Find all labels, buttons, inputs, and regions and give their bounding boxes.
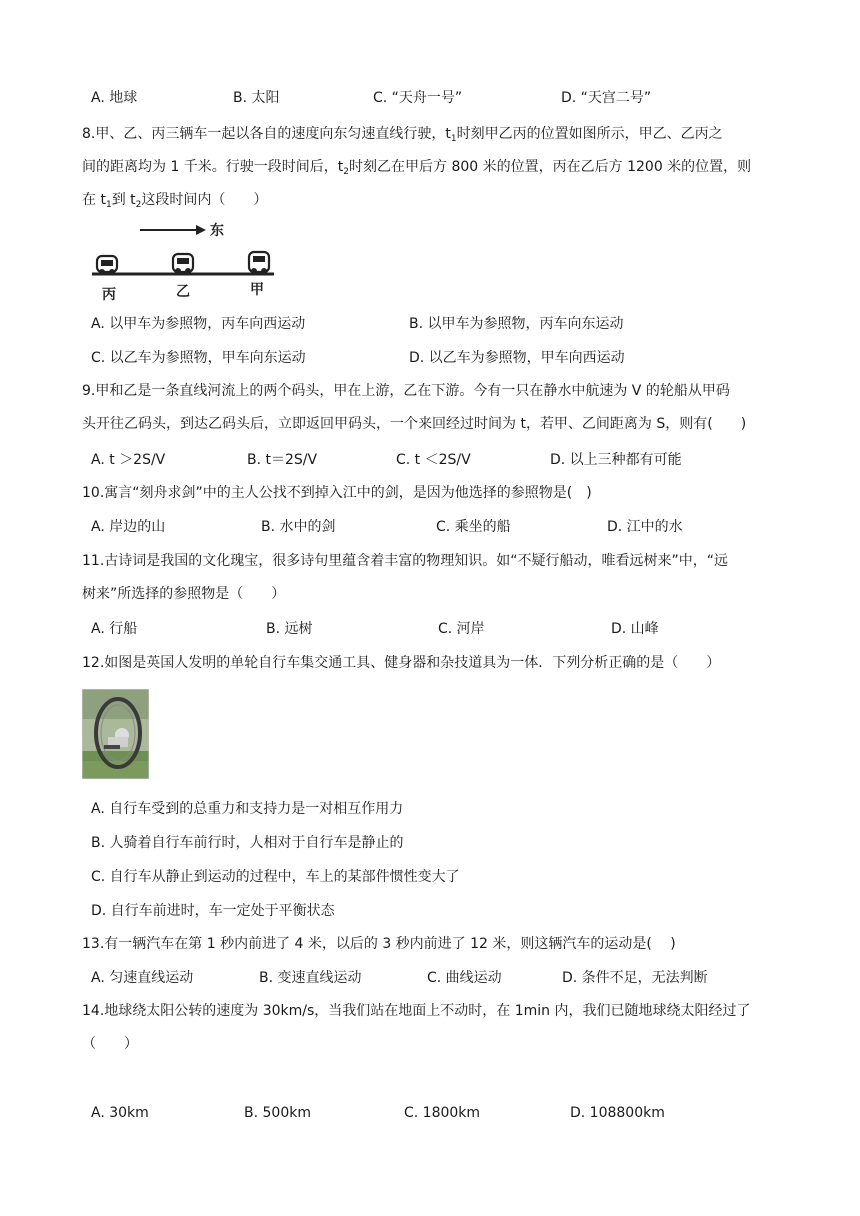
q8-options-row-1: [91, 314, 791, 334]
q8-stem-line-1: 8.甲、乙、丙三辆车一起以各自的速度向东匀速直线行驶，$t_1$时刻甲乙丙的位置如图所示，甲乙、乙丙之: [82, 126, 723, 144]
q14-option-c[interactable]: C. 1800km: [404, 1105, 481, 1121]
q9-option-c[interactable]: C. t ＜2S/V: [396, 452, 471, 468]
car-label-bing: 丙: [102, 287, 116, 303]
q13-options: [91, 968, 791, 988]
q9-stem-line-2: 头开往乙码头，到达乙码头后，立即返回甲码头，一个来回经过时间为 t，若甲、乙间距离为 S，则有( ): [82, 416, 747, 432]
q7-option-b[interactable]: B. 太阳: [233, 90, 280, 106]
q11-option-d[interactable]: D. 山峰: [611, 621, 659, 637]
car-yi: [173, 254, 193, 274]
q12-stem: 12.如图是英国人发明的单轮自行车集交通工具、健身器和杂技道具为一体．下列分析正确的是（ ）: [82, 655, 721, 671]
q14-option-b[interactable]: B. 500km: [244, 1105, 311, 1121]
q8-options-row-2: [91, 348, 791, 368]
q14-options: [91, 1103, 791, 1123]
q12-option-d[interactable]: D. 自行车前进时，车一定处于平衡状态: [91, 903, 335, 919]
q8-option-a[interactable]: A. 以甲车为参照物，丙车向西运动: [91, 316, 306, 332]
car-bing: [97, 256, 117, 275]
q8-option-b[interactable]: B. 以甲车为参照物，丙车向东运动: [409, 316, 624, 332]
q10-option-d[interactable]: D. 江中的水: [607, 519, 683, 535]
q12-option-a-row: [91, 799, 791, 819]
q11-stem-line-1: 11.古诗词是我国的文化瑰宝，很多诗句里蕴含着丰富的物理知识。如“不疑行船动，唯看远树来”中，“远: [82, 553, 729, 569]
q8-option-d[interactable]: D. 以乙车为参照物，甲车向西运动: [409, 350, 625, 366]
q12-option-a[interactable]: A. 自行车受到的总重力和支持力是一对相互作用力: [91, 801, 404, 817]
q12-option-b-row: [91, 833, 791, 853]
q7-option-c[interactable]: C. “天舟一号”: [373, 90, 463, 106]
q13-stem: 13.有一辆汽车在第 1 秒内前进了 4 米，以后的 3 秒内前进了 12 米，则这辆汽车的运动是( ): [82, 936, 676, 952]
q8-stem-line-3: 在 $t_1$到 $t_2$这段时间内（ ）: [82, 192, 268, 210]
car-label-yi: 乙: [176, 284, 190, 300]
car-jia: [249, 252, 269, 274]
q10-options: [91, 517, 791, 537]
q12-option-d-row: [91, 901, 791, 921]
q8-car-diagram: [92, 216, 282, 304]
q10-option-a[interactable]: A. 岸边的山: [91, 519, 166, 535]
q12-option-c-row: [91, 867, 791, 887]
q10-option-b[interactable]: B. 水中的剑: [261, 519, 336, 535]
q12-option-b[interactable]: B. 人骑着自行车前行时，人相对于自行车是静止的: [91, 835, 404, 851]
q7-option-d[interactable]: D. “天宫二号”: [561, 90, 652, 106]
q8-option-c[interactable]: C. 以乙车为参照物，甲车向东运动: [91, 350, 306, 366]
q11-option-c[interactable]: C. 河岸: [438, 621, 485, 637]
q11-options: [91, 619, 791, 639]
q8-stem-line-2: 间的距离均为 1 千米。行驶一段时间后，$t_2$时刻乙在甲后方 800 米的位置，丙在乙后方 1200 米的位置，则: [82, 159, 752, 177]
car-label-jia: 甲: [250, 282, 264, 298]
q11-option-b[interactable]: B. 远树: [266, 621, 313, 637]
unicycle-photo: [82, 689, 149, 779]
q9-stem-line-1: 9.甲和乙是一条直线河流上的两个码头，甲在上游，乙在下游。今有一只在静水中航速为 V 的轮船从甲码: [82, 383, 730, 399]
q7-option-a[interactable]: A. 地球: [91, 90, 138, 106]
q13-option-c[interactable]: C. 曲线运动: [427, 970, 502, 986]
q9-option-d[interactable]: D. 以上三种都有可能: [550, 452, 682, 468]
q10-option-c[interactable]: C. 乘坐的船: [436, 519, 511, 535]
q14-stem-line-2: （ ）: [82, 1036, 138, 1052]
q12-option-c[interactable]: C. 自行车从静止到运动的过程中，车上的某部件惯性变大了: [91, 869, 460, 885]
q14-option-d[interactable]: D. 108800km: [570, 1105, 665, 1121]
q9-option-a[interactable]: A. t ＞2S/V: [91, 452, 166, 468]
q11-option-a[interactable]: A. 行船: [91, 621, 138, 637]
east-label: 东: [210, 223, 224, 239]
q13-option-d[interactable]: D. 条件不足，无法判断: [562, 970, 708, 986]
q14-stem-line-1: 14.地球绕太阳公转的速度为 30km/s，当我们站在地面上不动时，在 1min 内，我们已随地球绕太阳经过了: [82, 1003, 751, 1019]
q7-options: [91, 88, 791, 108]
q9-options: [91, 450, 791, 470]
q9-option-b[interactable]: B. t＝2S/V: [247, 452, 318, 468]
q14-option-a[interactable]: A. 30km: [91, 1105, 149, 1121]
q10-stem: 10.寓言“刻舟求剑”中的主人公找不到掉入江中的剑，是因为他选择的参照物是( ): [82, 485, 592, 501]
q13-option-a[interactable]: A. 匀速直线运动: [91, 970, 194, 986]
east-arrow-head: [196, 225, 206, 235]
q11-stem-line-2: 树来”所选择的参照物是（ ）: [82, 586, 286, 602]
q13-option-b[interactable]: B. 变速直线运动: [259, 970, 362, 986]
